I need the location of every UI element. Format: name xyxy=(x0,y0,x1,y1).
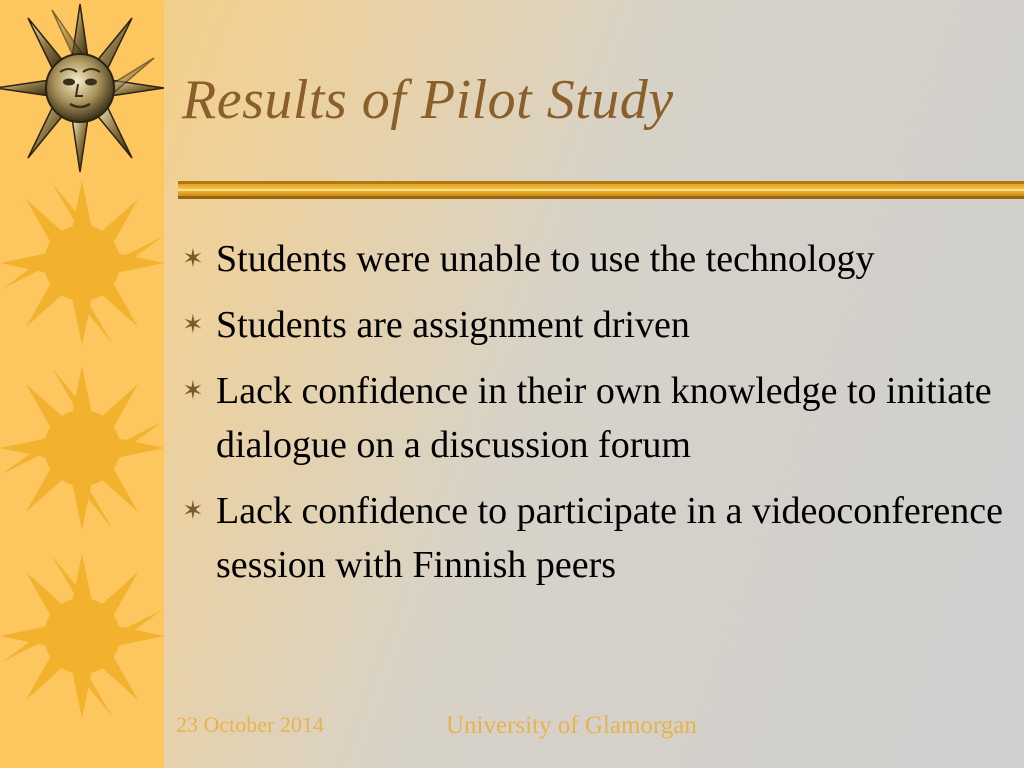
title-divider xyxy=(178,181,1024,201)
sun-decorations xyxy=(0,0,164,768)
star-bullet-icon: ✶ xyxy=(182,310,204,339)
sun-face-icon xyxy=(0,4,164,172)
sun-icon xyxy=(0,181,164,345)
star-bullet-icon: ✶ xyxy=(182,376,204,405)
bullet-item xyxy=(180,298,1020,352)
footer-date: 23 October 2014 xyxy=(176,712,324,737)
bullet-text: Students were unable to use the technology xyxy=(216,238,875,280)
decorative-sidebar xyxy=(0,0,164,768)
bullet-item xyxy=(180,484,1020,592)
bullet-list xyxy=(180,232,1020,604)
star-bullet-icon: ✶ xyxy=(182,496,204,525)
bullet-text: Lack confidence in their own knowledge to initiate dialogue on a discussion forum xyxy=(216,370,992,466)
sun-icon xyxy=(0,366,164,530)
star-bullet-icon: ✶ xyxy=(182,244,204,273)
slide-title: Results of Pilot Study xyxy=(182,69,674,131)
footer-organization: University of Glamorgan xyxy=(446,712,697,739)
bullet-text: Students are assignment driven xyxy=(216,304,690,346)
sun-icon xyxy=(0,554,164,718)
bullet-item xyxy=(180,232,1020,286)
bullet-item xyxy=(180,364,1020,472)
bullet-text: Lack confidence to participate in a videoconference session with Finnish peers xyxy=(216,490,1004,586)
